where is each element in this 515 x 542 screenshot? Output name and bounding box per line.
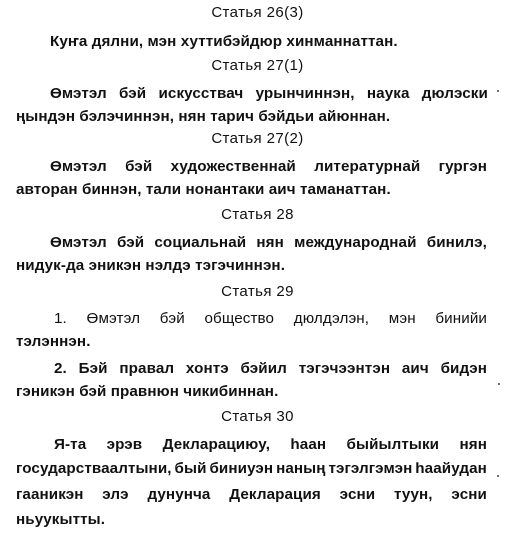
word: дюлэски bbox=[421, 85, 488, 102]
word: Я-та bbox=[54, 436, 87, 453]
word: государстваалтыни, bbox=[16, 460, 172, 477]
word: тэгэчээнтэн bbox=[298, 360, 391, 377]
scan-speck bbox=[498, 383, 500, 385]
word: нян bbox=[459, 436, 487, 453]
article-29-paragraph-1-line-2: тэлэннэн. bbox=[16, 333, 91, 350]
word: эсни bbox=[451, 486, 487, 503]
word: бый bbox=[174, 460, 207, 477]
word: дюлдэлэн, bbox=[293, 310, 370, 327]
word: социальнай bbox=[154, 234, 247, 251]
article-heading-30: Статья 30 bbox=[221, 408, 294, 425]
scan-speck bbox=[497, 90, 499, 92]
word: художественнай bbox=[170, 158, 296, 175]
word: мэн bbox=[388, 310, 416, 327]
word: Бэй bbox=[78, 360, 108, 377]
article-28-line-2: нидук-да эникэн нэлдэ тэгэчиннэн. bbox=[16, 257, 286, 274]
word: урынчиннэн, bbox=[255, 85, 355, 102]
article-27-1-line-2: ңындэн бэлэчиннэн, нян тарич бэйдьи айюннан. bbox=[16, 108, 391, 125]
article-28-line-1 bbox=[50, 234, 487, 252]
article-30-line-4: ньуукытты. bbox=[16, 511, 106, 528]
article-29-paragraph-1-line-1 bbox=[54, 310, 487, 328]
word: Декларациюу, bbox=[162, 436, 271, 453]
word: 2. bbox=[54, 360, 67, 377]
word: наның bbox=[276, 460, 326, 477]
word: гааникэн bbox=[16, 486, 84, 503]
word: Өмэтэл bbox=[50, 85, 107, 102]
article-heading-26-3: Статья 26(3) bbox=[211, 4, 304, 21]
word: биниуэн bbox=[209, 460, 274, 477]
word: элэ bbox=[102, 486, 129, 503]
word: Өмэтэл bbox=[50, 158, 107, 175]
word: һаайудан bbox=[415, 460, 487, 477]
word: литературнай bbox=[314, 158, 421, 175]
word: искусствач bbox=[158, 85, 244, 102]
word: Декларация bbox=[229, 486, 321, 503]
word: бэй bbox=[116, 234, 145, 251]
word: һаан bbox=[290, 436, 327, 453]
word: бидэн bbox=[440, 360, 487, 377]
article-26-3-line-1: Куҥа дялни, мэн хуттибэйдюр хинманнаттан. bbox=[50, 33, 398, 50]
word: тэгэлгэмэн bbox=[328, 460, 413, 477]
word: нян bbox=[256, 234, 284, 251]
article-29-paragraph-2-line-1 bbox=[54, 360, 487, 378]
article-27-2-line-2: авторан биннэн, тали нонантаки аич таманаттан. bbox=[16, 181, 391, 198]
word: Өмэтэл bbox=[86, 310, 141, 327]
scan-speck bbox=[497, 475, 499, 477]
word: хонтэ bbox=[185, 360, 229, 377]
word: туун, bbox=[394, 486, 433, 503]
word: международнай bbox=[294, 234, 417, 251]
article-29-paragraph-2-line-2: гэникэн бэй правнюн чикибиннан. bbox=[16, 383, 279, 400]
article-30-line-1 bbox=[54, 436, 487, 454]
word: общество bbox=[204, 310, 275, 327]
word: эсни bbox=[339, 486, 376, 503]
word: эрэв bbox=[106, 436, 143, 453]
article-30-line-2 bbox=[16, 460, 487, 478]
word: бэй bbox=[119, 85, 147, 102]
article-30-line-3 bbox=[16, 486, 487, 504]
word: дунунча bbox=[147, 486, 211, 503]
word: быйылтыки bbox=[346, 436, 440, 453]
word: бинилэ, bbox=[426, 234, 487, 251]
article-27-1-line-1 bbox=[50, 85, 488, 103]
word: гургэн bbox=[438, 158, 487, 175]
article-heading-27-1: Статья 27(1) bbox=[211, 57, 304, 74]
word: аич bbox=[401, 360, 429, 377]
word: правал bbox=[119, 360, 175, 377]
word: наука bbox=[366, 85, 410, 102]
article-heading-28: Статья 28 bbox=[221, 206, 294, 223]
word: бэй bbox=[159, 310, 185, 327]
word: бэй bbox=[125, 158, 153, 175]
word: Өмэтэл bbox=[50, 234, 107, 251]
word: бинийи bbox=[435, 310, 487, 327]
word: 1. bbox=[54, 310, 67, 327]
article-27-2-line-1 bbox=[50, 158, 487, 176]
word: бэйил bbox=[240, 360, 287, 377]
article-heading-29: Статья 29 bbox=[221, 283, 294, 300]
article-heading-27-2: Статья 27(2) bbox=[211, 130, 304, 147]
